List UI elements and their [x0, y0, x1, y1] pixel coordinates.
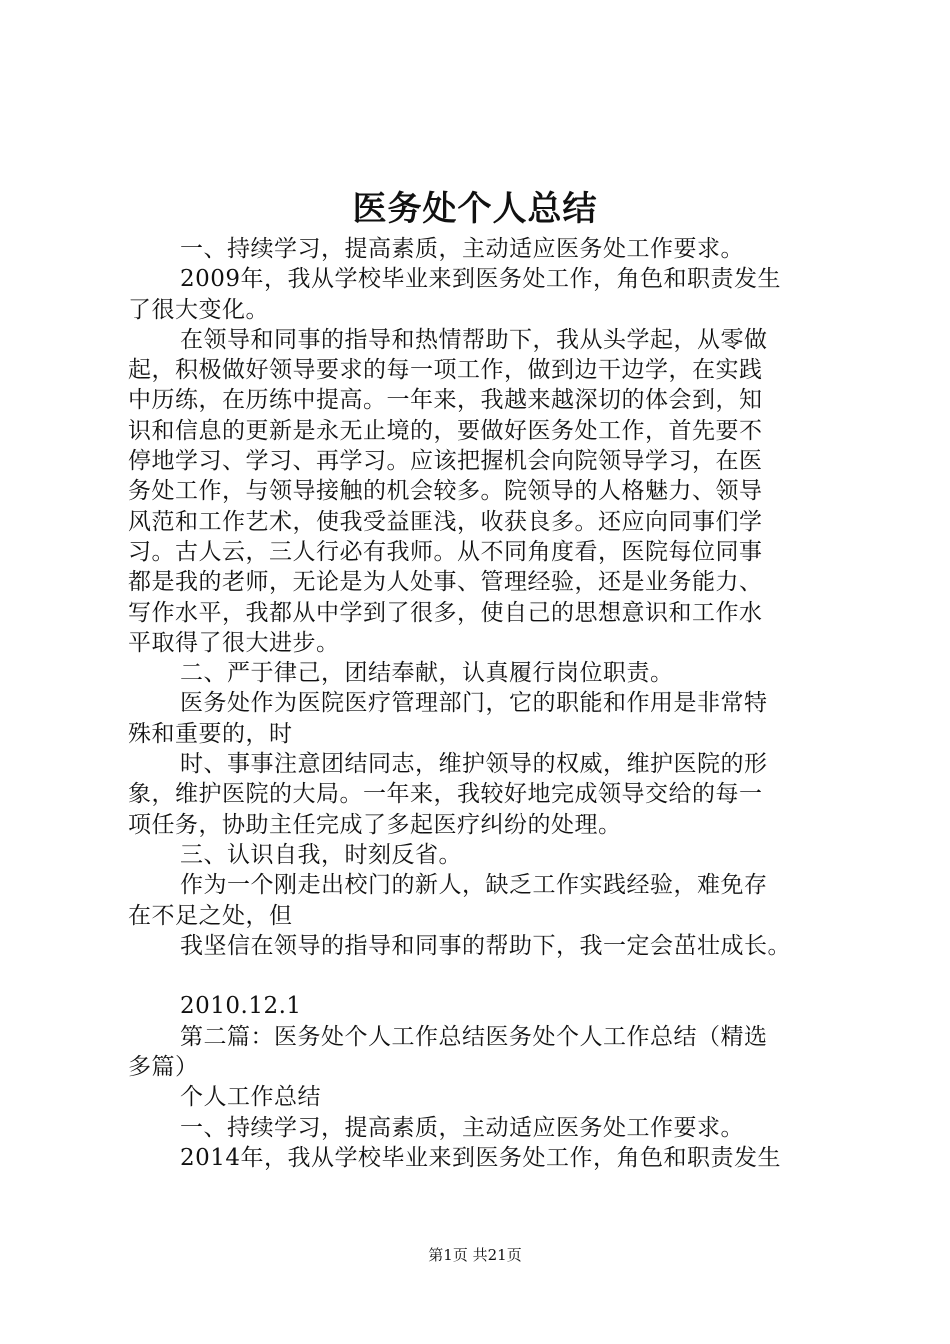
paragraph-line: 都是我的老师，无论是为人处事、管理经验，还是业务能力、 [128, 569, 763, 596]
paragraph-line: 2014年，我从学校毕业来到医务处工作，角色和职责发生 [180, 1144, 782, 1171]
paragraph-line: 多篇） [128, 1054, 199, 1081]
section-heading-line: 第二篇：医务处个人工作总结医务处个人工作总结（精选 [180, 1023, 768, 1050]
paragraph-line: 中历练，在历练中提高。一年来，我越来越深切的体会到，知 [128, 387, 763, 414]
paragraph-line: 一、持续学习，提高素质，主动适应医务处工作要求。 [180, 236, 744, 262]
document-title: 医务处个人总结 [352, 189, 598, 229]
paragraph-line: 2009年，我从学校毕业来到医务处工作，角色和职责发生 [180, 266, 782, 293]
paragraph-line: 殊和重要的，时 [128, 720, 293, 747]
paragraph-line: 了很大变化。 [128, 296, 269, 323]
paragraph-line: 个人工作总结 [180, 1084, 321, 1111]
paragraph-line: 识和信息的更新是永无止境的，要做好医务处工作，首先要不 [128, 417, 763, 444]
paragraph-line: 在不足之处，但 [128, 902, 293, 929]
paragraph-line: 时、事事注意团结同志，维护领导的权威，维护医院的形 [180, 751, 768, 778]
paragraph-line: 平取得了很大进步。 [128, 629, 340, 656]
paragraph-line: 象，维护医院的大局。一年来，我较好地完成领导交给的每一 [128, 781, 763, 808]
paragraph-line: 三、认识自我，时刻反省。 [180, 841, 462, 868]
date-line: 2010.12.1 [180, 993, 302, 1020]
paragraph-line: 风范和工作艺术，使我受益匪浅，收获良多。还应向同事们学 [128, 508, 763, 535]
paragraph-line: 作为一个刚走出校门的新人，缺乏工作实践经验，难免存 [180, 872, 768, 899]
paragraph-line: 二、严于律己，团结奉献，认真履行岗位职责。 [180, 660, 674, 687]
document-body [128, 234, 833, 1173]
paragraph-line: 写作水平，我都从中学到了很多，使自己的思想意识和工作水 [128, 599, 763, 626]
paragraph-line: 医务处作为医院医疗管理部门，它的职能和作用是非常特 [180, 690, 768, 717]
paragraph-line: 一、持续学习，提高素质，主动适应医务处工作要求。 [180, 1114, 744, 1141]
paragraph-line: 务处工作，与领导接触的机会较多。院领导的人格魅力、领导 [128, 478, 763, 505]
blank-line [128, 961, 833, 991]
paragraph-line: 习。古人云，三人行必有我师。从不同角度看，医院每位同事 [128, 538, 763, 565]
paragraph-line: 项任务，协助主任完成了多起医疗纠纷的处理。 [128, 811, 622, 838]
paragraph-line: 在领导和同事的指导和热情帮助下，我从头学起，从零做 [180, 326, 768, 353]
paragraph-line: 停地学习、学习、再学习。应该把握机会向院领导学习，在医 [128, 448, 763, 475]
paragraph-line: 我坚信在领导的指导和同事的帮助下，我一定会茁壮成长。 [180, 932, 791, 959]
paragraph-line: 起，积极做好领导要求的每一项工作，做到边干边学，在实践 [128, 357, 763, 384]
page-number-footer: 第1页 共21页 [428, 1246, 522, 1264]
